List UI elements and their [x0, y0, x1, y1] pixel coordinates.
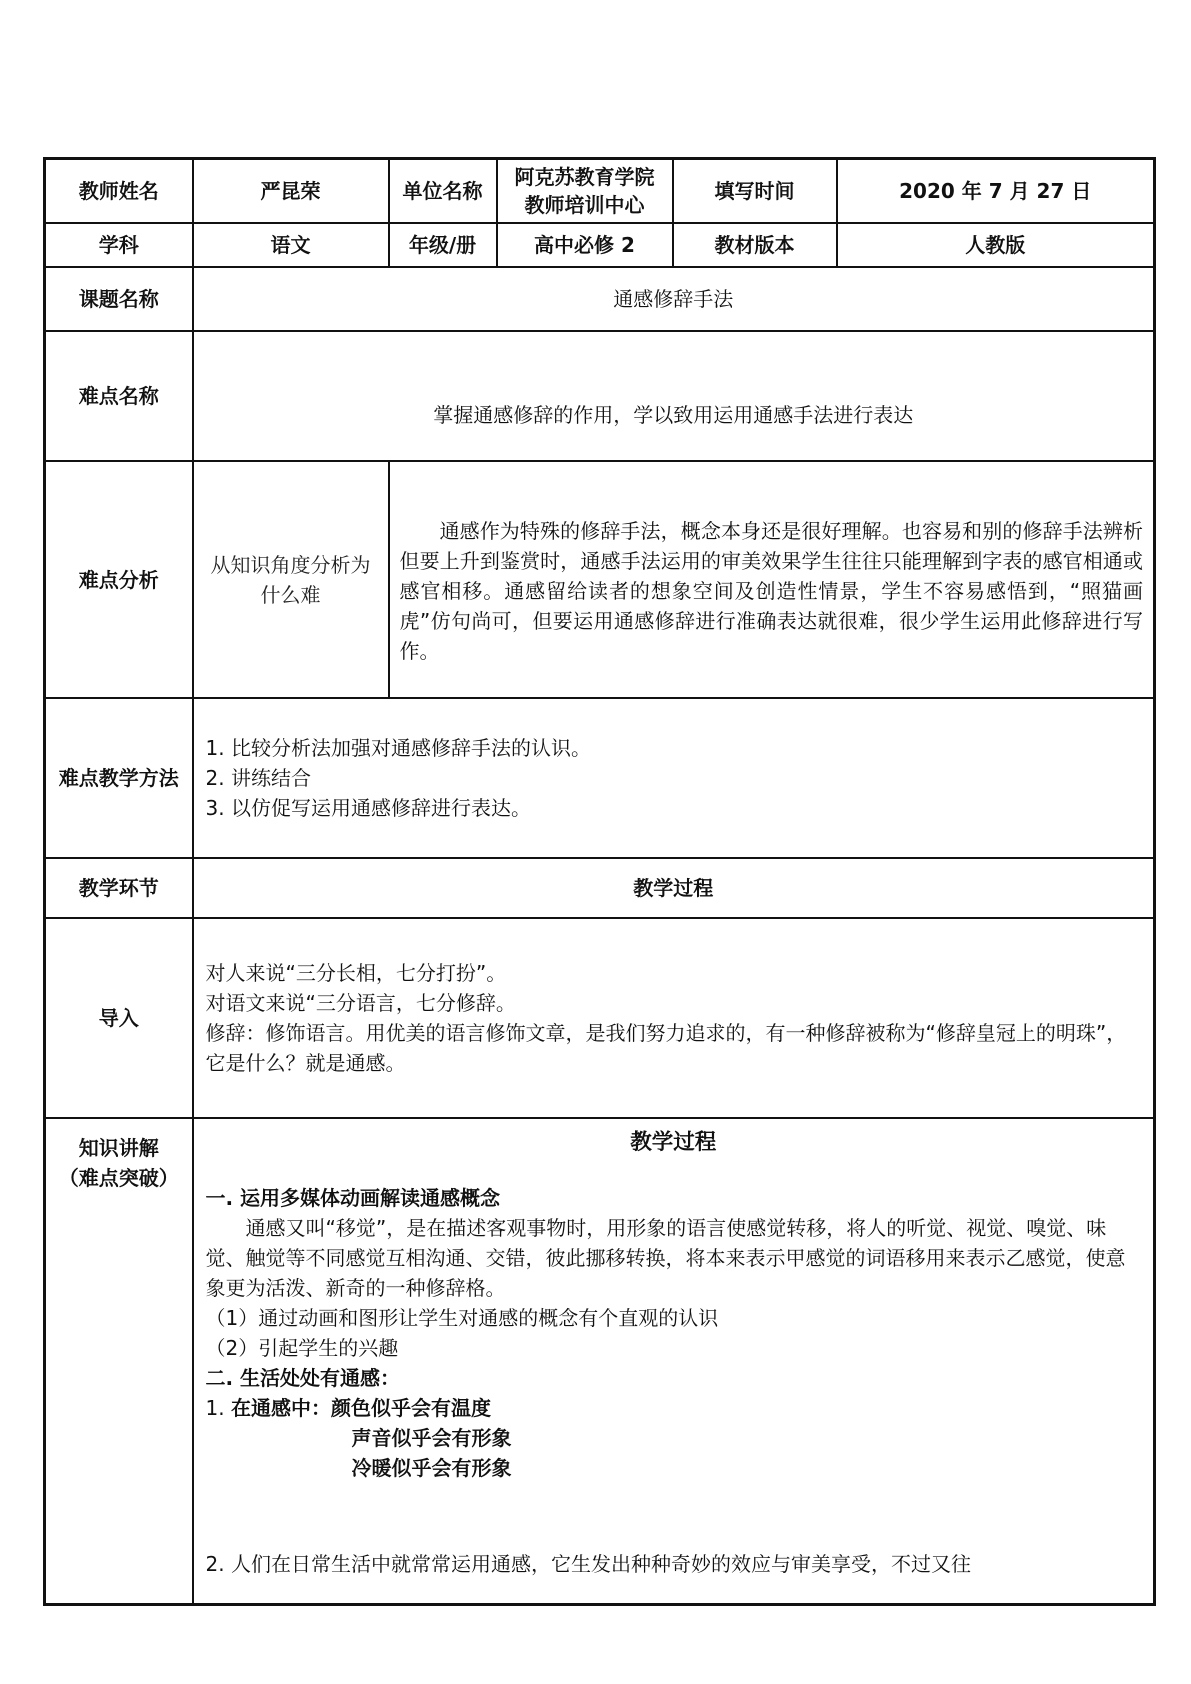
knowledge-title: 教学过程 [630, 1130, 717, 1155]
info-row-1 [45, 159, 1155, 224]
topic-row [45, 267, 1155, 331]
section2-item1-line3: 冷暖似乎会有形象 [351, 1456, 512, 1481]
knowledge-row [45, 1118, 1155, 1605]
process-title: 教学过程 [193, 858, 1155, 918]
intro-line: 修辞：修饰语言。用优美的语言修饰文章，是我们努力追求的，有一种修辞被称为“修辞皇冠上的明珠”，它是什么？就是通感。 [205, 1021, 1127, 1075]
subject-value: 语文 [193, 223, 389, 267]
methods-list [193, 698, 1155, 858]
lesson-plan-table [43, 157, 1156, 1606]
difficulty-value: 掌握通感修辞的作用，学以致用运用通感手法进行表达 [193, 331, 1155, 461]
section2-item1-line2: 声音似乎会有形象 [351, 1426, 512, 1451]
knowledge-label-line2: （难点突破） [58, 1166, 179, 1190]
intro-line: 对语文来说“三分语言，七分修辞。 [205, 991, 516, 1015]
edition-label: 教材版本 [673, 223, 837, 267]
analysis-label: 难点分析 [45, 461, 193, 698]
section2-title: 二. 生活处处有通感： [205, 1366, 401, 1391]
method-item: 3. 以仿促写运用通感修辞进行表达。 [205, 796, 531, 820]
analysis-text: 通感作为特殊的修辞手法，概念本身还是很好理解。也容易和别的修辞手法辨析但要上升到鉴赏时，通感手法运用的审美效果学生往往只能理解到字表的感官相通或感官相移。通感留给读者的想象空间及创造性情景，学生不容易感悟到，“照猫画虎”仿句尚可，但要运用通感修辞进行准确表达就很难，很少学生运用此修辞进行写作。 [399, 518, 1143, 663]
section2-item1-lead: 在通感中：颜色似乎会有温度 [230, 1396, 491, 1421]
intro-label: 导入 [45, 918, 193, 1118]
intro-line: 对人来说“三分长相，七分打扮”。 [205, 961, 507, 985]
fill-time-value: 2020 年 7 月 27 日 [837, 159, 1155, 224]
difficulty-label: 难点名称 [45, 331, 193, 461]
edition-value: 人教版 [837, 223, 1155, 267]
unit-name-label: 单位名称 [389, 159, 497, 224]
knowledge-label [45, 1118, 193, 1605]
methods-row [45, 698, 1155, 858]
knowledge-content [193, 1118, 1155, 1605]
intro-row [45, 918, 1155, 1118]
method-item: 2. 讲练结合 [205, 766, 311, 790]
section1-item2: （2）引起学生的兴趣 [205, 1336, 399, 1361]
process-step-label: 教学环节 [45, 858, 193, 918]
method-item: 1. 比较分析法加强对通感修辞手法的认识。 [205, 736, 591, 760]
fill-time-label: 填写时间 [673, 159, 837, 224]
section2-item1-prefix: 1. [205, 1396, 231, 1421]
analysis-sub-label: 从知识角度分析为什么难 [193, 461, 389, 698]
methods-label: 难点教学方法 [45, 698, 193, 858]
section1-title: 一. 运用多媒体动画解读通感概念 [205, 1186, 501, 1211]
topic-label: 课题名称 [45, 267, 193, 331]
info-row-2 [45, 223, 1155, 267]
difficulty-row [45, 331, 1155, 461]
process-header-row [45, 858, 1155, 918]
section1-text: 通感又叫“移觉”，是在描述客观事物时，用形象的语言使感觉转移，将人的听觉、视觉、嗅觉、味觉、触觉等不同感觉互相沟通、交错，彼此挪移转换，将本来表示甲感觉的词语移用来表示乙感觉，使意象更为活泼、新奇的一种修辞格。 [205, 1216, 1126, 1301]
section2-item1 [206, 1393, 1142, 1423]
analysis-row [45, 461, 1155, 698]
unit-name-value: 阿克苏教育学院教师培训中心 [497, 159, 673, 224]
spacer [206, 1483, 1142, 1549]
subject-label: 学科 [45, 223, 193, 267]
intro-content [193, 918, 1155, 1118]
section2-item2: 2. 人们在日常生活中就常常运用通感，它生发出种种奇妙的效应与审美享受，不过又往 [205, 1552, 971, 1577]
analysis-text-cell [389, 461, 1155, 698]
grade-label: 年级/册 [389, 223, 497, 267]
section1-item1: （1）通过动画和图形让学生对通感的概念有个直观的认识 [205, 1306, 719, 1331]
teacher-name-label: 教师姓名 [45, 159, 193, 224]
grade-value: 高中必修 2 [497, 223, 673, 267]
knowledge-label-line1: 知识讲解 [78, 1136, 159, 1160]
topic-value: 通感修辞手法 [193, 267, 1155, 331]
teacher-name-value: 严昆荣 [193, 159, 389, 224]
